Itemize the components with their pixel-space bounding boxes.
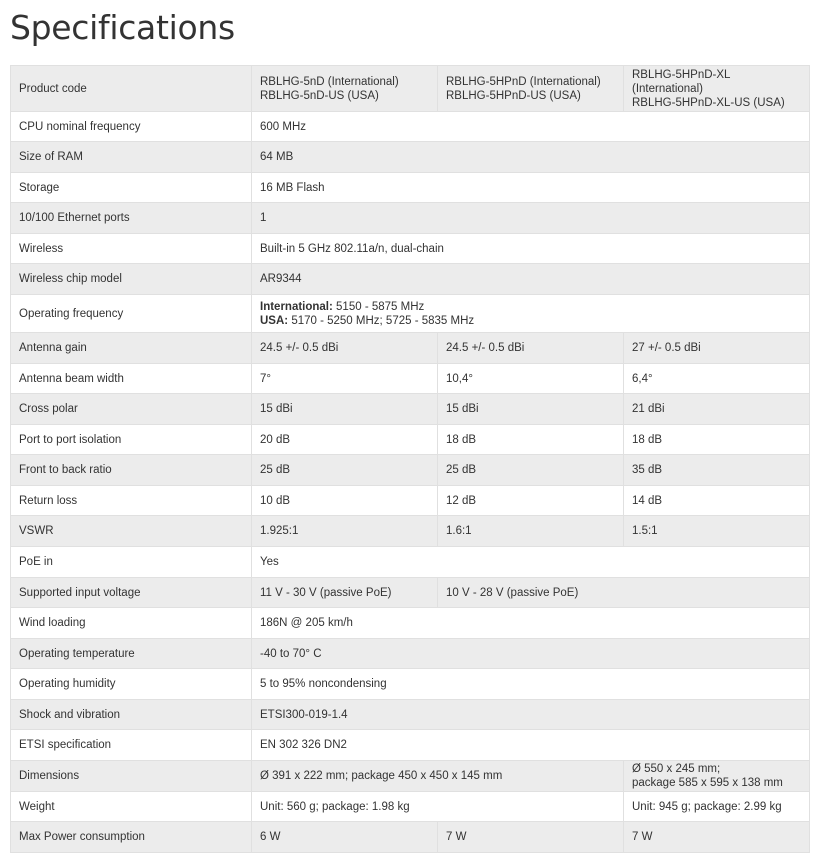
row-label: Front to back ratio — [11, 455, 252, 486]
cell-value: Ø 391 x 222 mm; package 450 x 450 x 145 mm — [252, 761, 624, 792]
row-label: PoE in — [11, 547, 252, 578]
row-label: Dimensions — [11, 761, 252, 792]
table-row-chip — [11, 264, 810, 295]
cell-value: 1.5:1 — [624, 516, 810, 547]
row-label: Cross polar — [11, 394, 252, 425]
cell-value: International: 5150 - 5875 MHz USA: 5170 - 5250 MHz; 5725 - 5835 MHz — [252, 295, 810, 333]
cell-value: 1.6:1 — [438, 516, 624, 547]
cell-value: 5 to 95% noncondensing — [252, 669, 810, 700]
table-row-wind-loading — [11, 608, 810, 639]
cell-value: 600 MHz — [252, 112, 810, 142]
cell-value: ETSI300-019-1.4 — [252, 700, 810, 730]
cell-value: 6,4° — [624, 364, 810, 394]
cell-value: 10 dB — [252, 486, 438, 516]
table-row-antenna-gain — [11, 333, 810, 364]
page-title: Specifications — [10, 8, 235, 47]
row-label: Max Power consumption — [11, 822, 252, 853]
cell-value: 24.5 +/- 0.5 dBi — [252, 333, 438, 364]
row-label: Operating humidity — [11, 669, 252, 700]
cell-value: 14 dB — [624, 486, 810, 516]
cell-value: AR9344 — [252, 264, 810, 295]
table-row-operating-humidity — [11, 669, 810, 700]
row-label: Weight — [11, 792, 252, 822]
cell-value: Unit: 560 g; package: 1.98 kg — [252, 792, 624, 822]
cell-value: 25 dB — [252, 455, 438, 486]
cell-value: 11 V - 30 V (passive PoE) — [252, 578, 438, 608]
cell-value: RBLHG-5nD (International) RBLHG-5nD-US (USA) — [252, 66, 438, 112]
row-label: VSWR — [11, 516, 252, 547]
row-label: Antenna gain — [11, 333, 252, 364]
cell-value: RBLHG-5HPnD (International) RBLHG-5HPnD-US (USA) — [438, 66, 624, 112]
cell-value: RBLHG-5HPnD-XL (International) RBLHG-5HPnD-XL-US (USA) — [624, 66, 810, 112]
table-row-weight — [11, 792, 810, 822]
cell-value: Ø 550 x 245 mm; package 585 x 595 x 138 mm — [624, 761, 810, 792]
cell-value: 1.925:1 — [252, 516, 438, 547]
cell-value: 12 dB — [438, 486, 624, 516]
cell-value: 15 dBi — [438, 394, 624, 425]
table-row-beam-width — [11, 364, 810, 394]
table-row-product-code — [11, 66, 810, 112]
row-label: Storage — [11, 173, 252, 203]
row-label: Shock and vibration — [11, 700, 252, 730]
table-row-storage — [11, 173, 810, 203]
row-label: 10/100 Ethernet ports — [11, 203, 252, 234]
row-label: Wind loading — [11, 608, 252, 639]
cell-value: 10 V - 28 V (passive PoE) — [438, 578, 810, 608]
cell-value: Built-in 5 GHz 802.11a/n, dual-chain — [252, 234, 810, 264]
row-label: Return loss — [11, 486, 252, 516]
row-label: Port to port isolation — [11, 425, 252, 455]
table-row-wireless — [11, 234, 810, 264]
cell-value: 21 dBi — [624, 394, 810, 425]
cell-value: 1 — [252, 203, 810, 234]
table-row-etsi — [11, 730, 810, 761]
table-row-vswr — [11, 516, 810, 547]
cell-value: 27 +/- 0.5 dBi — [624, 333, 810, 364]
row-label: Product code — [11, 66, 252, 112]
cell-value: 20 dB — [252, 425, 438, 455]
cell-value: 64 MB — [252, 142, 810, 173]
table-row-operating-frequency — [11, 295, 810, 333]
cell-value: 7° — [252, 364, 438, 394]
row-label: CPU nominal frequency — [11, 112, 252, 142]
cell-value: 24.5 +/- 0.5 dBi — [438, 333, 624, 364]
table-row-dimensions — [11, 761, 810, 792]
cell-value: 186N @ 205 km/h — [252, 608, 810, 639]
row-label: Size of RAM — [11, 142, 252, 173]
table-row-ethernet — [11, 203, 810, 234]
cell-value: 18 dB — [624, 425, 810, 455]
table-row-shock-vibration — [11, 700, 810, 730]
cell-value: 6 W — [252, 822, 438, 853]
cell-value: Unit: 945 g; package: 2.99 kg — [624, 792, 810, 822]
row-label: ETSI specification — [11, 730, 252, 761]
table-row-return-loss — [11, 486, 810, 516]
cell-value: 18 dB — [438, 425, 624, 455]
cell-value: 35 dB — [624, 455, 810, 486]
specifications-table — [10, 65, 810, 853]
cell-value: 15 dBi — [252, 394, 438, 425]
cell-value: 7 W — [624, 822, 810, 853]
table-row-cpu — [11, 112, 810, 142]
table-row-cross-polar — [11, 394, 810, 425]
cell-value: 10,4° — [438, 364, 624, 394]
table-row-poe — [11, 547, 810, 578]
row-label: Supported input voltage — [11, 578, 252, 608]
row-label: Antenna beam width — [11, 364, 252, 394]
cell-value: -40 to 70° C — [252, 639, 810, 669]
table-row-operating-temperature — [11, 639, 810, 669]
cell-value: Yes — [252, 547, 810, 578]
cell-value: 7 W — [438, 822, 624, 853]
table-row-input-voltage — [11, 578, 810, 608]
row-label: Operating temperature — [11, 639, 252, 669]
cell-value: EN 302 326 DN2 — [252, 730, 810, 761]
cell-value: 25 dB — [438, 455, 624, 486]
row-label: Operating frequency — [11, 295, 252, 333]
table-row-front-to-back — [11, 455, 810, 486]
table-row-power — [11, 822, 810, 853]
row-label: Wireless chip model — [11, 264, 252, 295]
cell-value: 16 MB Flash — [252, 173, 810, 203]
row-label: Wireless — [11, 234, 252, 264]
table-row-isolation — [11, 425, 810, 455]
table-row-ram — [11, 142, 810, 173]
